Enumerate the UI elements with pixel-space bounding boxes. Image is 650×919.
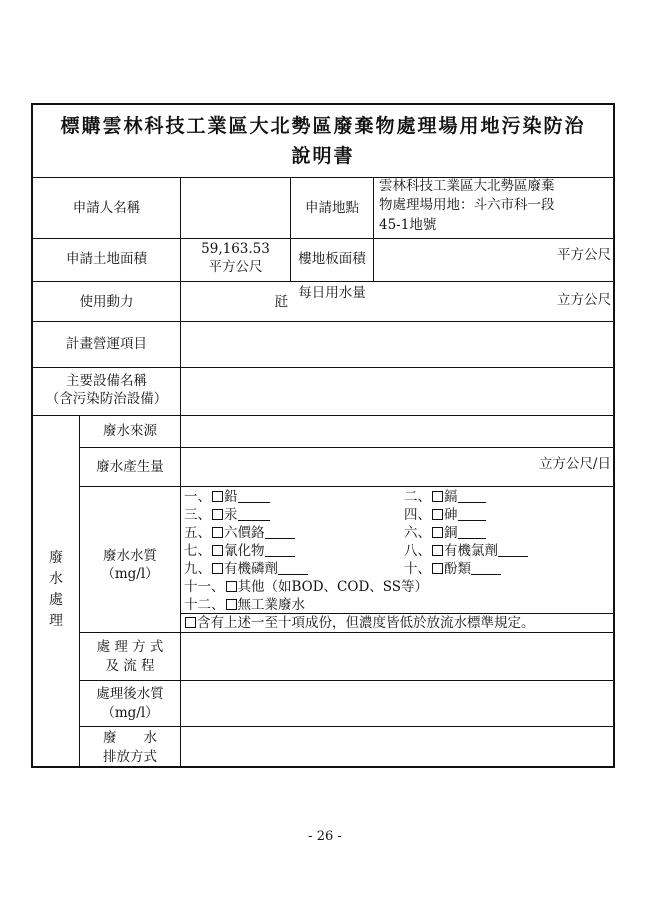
- daily-water-unit: 立方公尺: [557, 292, 611, 308]
- item-name: 有機磷劑: [224, 561, 278, 577]
- fill-blank: [458, 489, 486, 503]
- item-prefix: 九、: [184, 561, 211, 577]
- fill-blank: [498, 543, 528, 557]
- item-prefix: 五、: [184, 525, 211, 541]
- item-prefix: 八、: [404, 543, 431, 559]
- location-value-line3: 45-1地號: [379, 217, 437, 233]
- rule: [79, 447, 613, 448]
- item-prefix: 十二、: [184, 597, 225, 613]
- document-title-line2: 說明書: [291, 145, 355, 167]
- item-name: 無工業廢水: [237, 597, 305, 613]
- rule: [33, 367, 613, 368]
- page-number: - 26 -: [308, 829, 342, 844]
- checkbox[interactable]: [212, 527, 223, 538]
- section-char: 處: [49, 592, 63, 608]
- checkbox[interactable]: [226, 581, 237, 592]
- checkbox[interactable]: [432, 563, 443, 574]
- quality-item: [404, 488, 486, 506]
- item-name: 其他（如BOD、COD、SS等）: [237, 579, 429, 595]
- wastewater-quality-label-line1: 廢水水質: [103, 548, 157, 564]
- item-prefix: 二、: [404, 489, 431, 505]
- fill-blank: [458, 507, 486, 521]
- item-prefix: 七、: [184, 543, 211, 559]
- form-table: [31, 103, 615, 768]
- item-name: 汞: [224, 507, 238, 523]
- fill-blank: [238, 489, 270, 503]
- location-label: 申請地點: [305, 200, 359, 216]
- rule: [33, 238, 613, 239]
- item-prefix: 六、: [404, 525, 431, 541]
- item-prefix: 三、: [184, 507, 211, 523]
- item-name: 六價鉻: [224, 525, 265, 541]
- rule: [33, 415, 613, 416]
- quality-item: [184, 560, 308, 578]
- rule: [33, 281, 613, 282]
- wastewater-section-label: [48, 548, 64, 632]
- fill-blank: [471, 561, 501, 575]
- discharge-method-label-line2: 排放方式: [103, 749, 157, 765]
- item-prefix: 十一、: [184, 579, 225, 595]
- equipment-label-line1: 主要設備名稱: [66, 373, 147, 389]
- fill-blank: [458, 525, 486, 539]
- daily-water-label: 每日用水量: [298, 285, 366, 301]
- fill-blank: [265, 525, 295, 539]
- floor-area-label: 樓地板面積: [298, 251, 366, 267]
- wastewater-volume-label: 廢水產生量: [96, 459, 164, 475]
- quality-item: [184, 524, 295, 542]
- rule: [79, 486, 613, 487]
- quality-item-other: [184, 578, 428, 596]
- wastewater-source-label: 廢水來源: [103, 423, 157, 439]
- fill-blank: [265, 543, 295, 557]
- section-char: 理: [49, 613, 63, 629]
- checkbox[interactable]: [432, 545, 443, 556]
- item-name: 鉛: [224, 489, 238, 505]
- checkbox[interactable]: [432, 509, 443, 520]
- rule: [79, 680, 613, 681]
- equipment-label-line2: （含污染防治設備）: [45, 391, 168, 407]
- discharge-method-label-line1: 廢 水: [103, 730, 157, 746]
- treatment-method-label-line1: 處 理 方 式: [96, 639, 164, 655]
- applicant-name-label: 申請人名稱: [72, 200, 141, 216]
- item-name: 砷: [444, 507, 458, 523]
- power-unit: 瓩: [274, 294, 288, 310]
- document-title-line1: 標購雲林科技工業區大北勢區廢棄物處理場用地污染防治: [60, 115, 586, 137]
- item-name: 鎘: [444, 489, 458, 505]
- quality-item: [404, 524, 486, 542]
- treatment-method-label-line2: 及 流 程: [105, 658, 155, 674]
- treated-quality-label-line1: 處理後水質: [96, 686, 164, 702]
- item-prefix: 四、: [404, 507, 431, 523]
- floor-area-unit: 平方公尺: [557, 247, 611, 263]
- location-value-line2: 物處理場用地：斗六市科一段: [379, 197, 555, 213]
- checkbox[interactable]: [212, 545, 223, 556]
- rule: [79, 632, 613, 633]
- section-char: 廢: [49, 550, 63, 566]
- section-char: 水: [49, 571, 63, 587]
- item-prefix: 一、: [184, 489, 211, 505]
- item-name: 銅: [444, 525, 458, 541]
- quality-item: [184, 506, 270, 524]
- fill-blank: [238, 507, 270, 521]
- quality-item: [404, 506, 486, 524]
- operation-items-label: 計畫營運項目: [66, 336, 147, 352]
- item-name: 酚類: [444, 561, 471, 577]
- quality-item: [404, 560, 501, 578]
- location-value-line1: 雲林科技工業區大北勢區廢棄: [379, 178, 555, 194]
- power-label: 使用動力: [79, 294, 134, 310]
- land-area-number: 59,163.53: [201, 241, 270, 257]
- checkbox[interactable]: [432, 491, 443, 502]
- checkbox[interactable]: [212, 509, 223, 520]
- land-area-unit: 平方公尺: [208, 259, 263, 275]
- fill-blank: [278, 561, 308, 575]
- checkbox[interactable]: [432, 527, 443, 538]
- quality-item: [184, 542, 295, 560]
- rule: [373, 177, 374, 281]
- item-prefix: 十、: [404, 561, 431, 577]
- checkbox[interactable]: [212, 563, 223, 574]
- land-area-label: 申請土地面積: [66, 251, 147, 267]
- rule: [79, 726, 613, 727]
- quality-item: [404, 542, 528, 560]
- quality-item-no-industrial-wastewater: [184, 596, 305, 614]
- item-name: 有機氯劑: [444, 543, 498, 559]
- treated-quality-label-line2: （mg/l）: [101, 705, 159, 721]
- note-text: 含有上述一至十項成份，但濃度皆低於放流水標準規定。: [197, 615, 535, 631]
- checkbox[interactable]: [226, 599, 237, 610]
- checkbox[interactable]: [212, 491, 223, 502]
- checkbox[interactable]: [185, 617, 196, 628]
- wastewater-quality-label-line2: （mg/l）: [101, 566, 159, 582]
- compliance-note: [184, 614, 535, 632]
- rule: [33, 321, 613, 322]
- wastewater-volume-unit: 立方公尺/日: [538, 456, 611, 472]
- quality-item: [184, 488, 270, 506]
- item-name: 氰化物: [224, 543, 265, 559]
